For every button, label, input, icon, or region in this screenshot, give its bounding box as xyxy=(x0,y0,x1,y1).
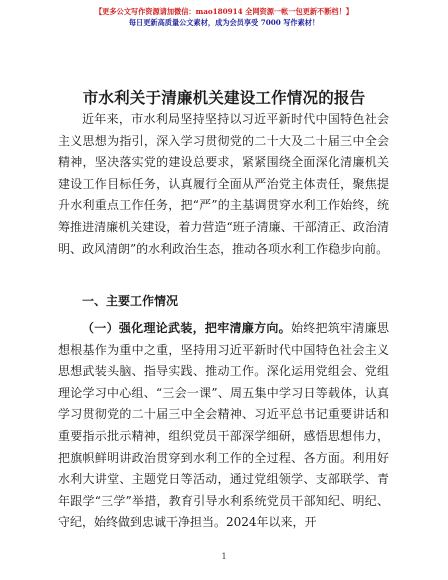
section-paragraph-lead: （一）强化理论武装，把牢清廉方向。 xyxy=(82,321,291,335)
intro-paragraph xyxy=(58,109,389,260)
document-title: 市水利关于清廉机关建设工作情况的报告 xyxy=(82,88,366,107)
section-paragraph-body: 始终把筑牢清廉思想根基作为重中之重，坚持用习近平新时代中国特色社会主义思想武装头脑、指导实践、推动工作。深化运用党组会、党组理论学习中心组、“三会一课”、周五集中学习日等载体，认真学习贯彻党的二十届三中全会精神、习近平总书记重要讲话和重要指示批示精神，组织党员干部深学细研，感悟思想伟力，把旗帜鲜明讲政治贯穿到水利工作的全过程、各方面。利用好水利大讲堂、主题党日等活动，通过党组领学、支部联学、青年跟学“三学”举措，教育引导水利系统党员干部知纪、明纪、守纪，始终做到忠诚干净担当。2024年以来，开 xyxy=(58,321,389,530)
promo-banner-line-2: 每日更新高质量公文素材，成为会员享受 7000 写作素材！ xyxy=(128,18,320,27)
page-number: 1 xyxy=(221,552,227,561)
intro-paragraph-text: 近年来，市水利局坚持坚持以习近平新时代中国特色社会主义思想为指引，深入学习贯彻党的二十大及二十届三中全会精神，坚决落实党的建设总要求，紧紧围绕全面深化清廉机关建设工作目标任务，认真履行全面从严治党主体责任，聚焦提升水利重点工作任务，把“严”的主基调贯穿水利工作始终，统筹推进清廉机关建设，着力营造“班子清廉、干部清正、政治清明、政风清朗”的水利政治生态，推动各项水利工作稳步向前。 xyxy=(58,112,389,256)
section-heading: 一、主要工作情况 xyxy=(82,294,179,308)
section-paragraph xyxy=(58,318,389,534)
promo-banner xyxy=(0,6,448,28)
section-paragraph-text xyxy=(58,318,389,534)
promo-banner-line-1: 【更多公文写作资源请加微信：mao180914 全网资源一帐一包更新不断档！】 xyxy=(94,7,353,16)
